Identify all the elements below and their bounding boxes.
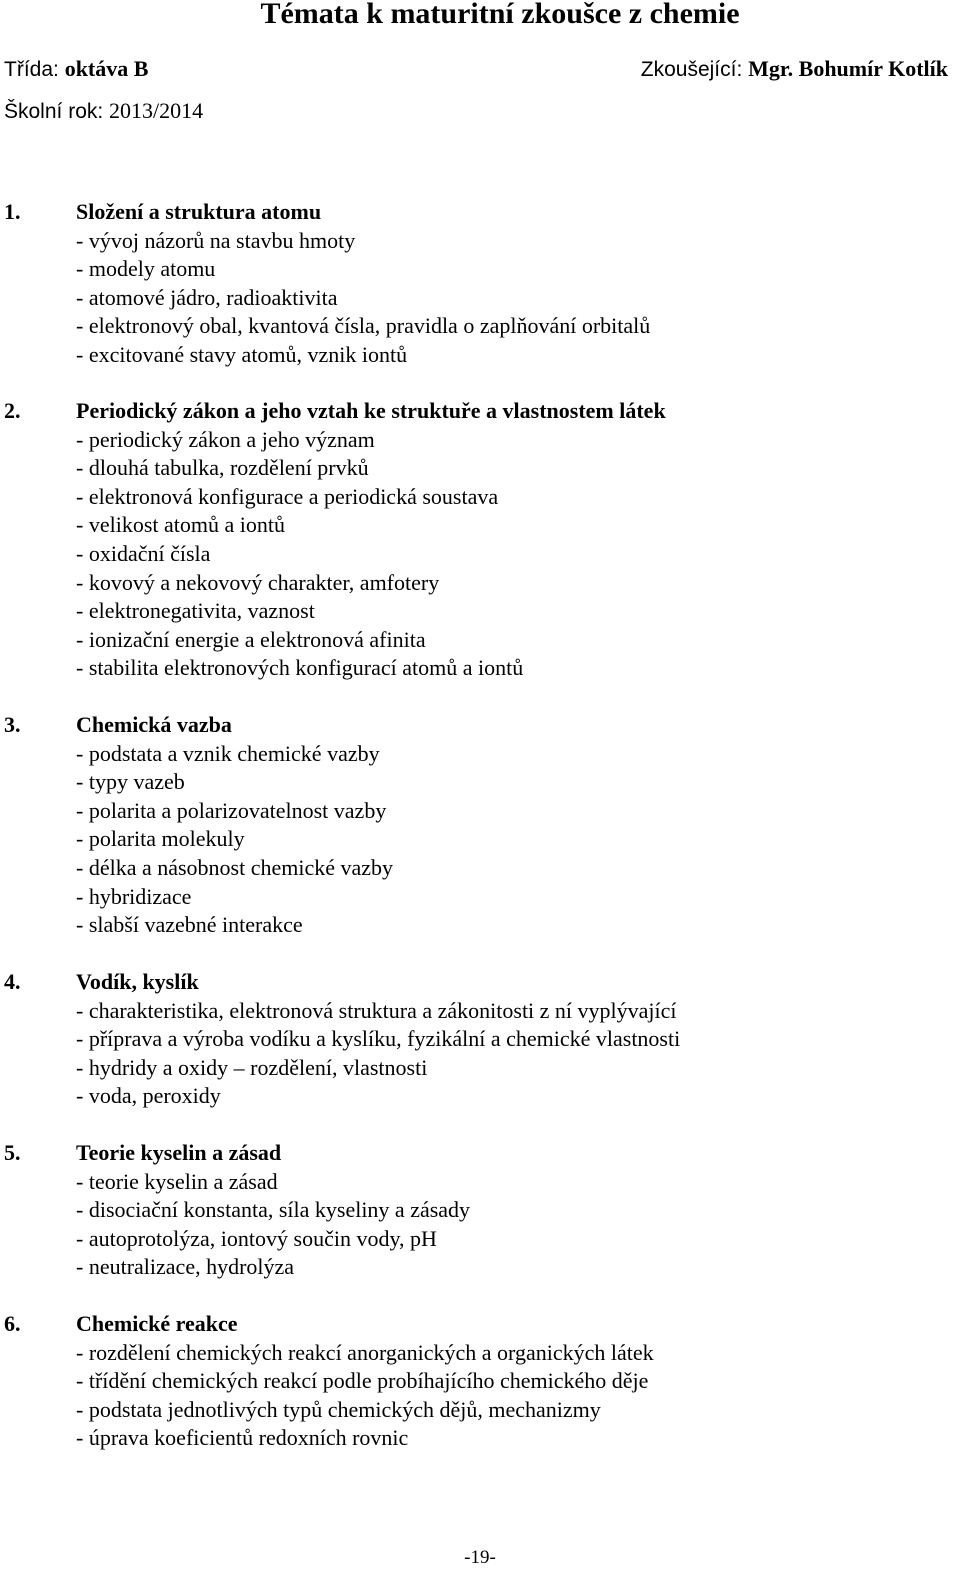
examiner-value: Mgr. Bohumír Kotlík	[748, 56, 948, 81]
topic-item: - stabilita elektronových konfigurací atomů a iontů	[76, 655, 524, 681]
topic-item: - rozdělení chemických reakcí anorganických a organických látek	[76, 1339, 654, 1365]
school-year-value: 2013/2014	[109, 98, 204, 123]
topic-item: - elektronový obal, kvantová čísla, pravidla o zaplňování orbitalů	[76, 313, 651, 339]
topic-heading	[4, 711, 944, 740]
class-info	[4, 55, 148, 84]
topic-item: - podstata a vznik chemické vazby	[76, 740, 380, 766]
topic-title: Složení a struktura atomu	[76, 199, 322, 224]
topic-item-list	[4, 227, 944, 370]
topic-number: 4.	[4, 969, 21, 994]
topic-heading	[4, 968, 944, 997]
topic-title: Chemická vazba	[76, 712, 232, 737]
topic-item: - třídění chemických reakcí podle probíhajícího chemického děje	[76, 1368, 649, 1394]
topic-item: - modely atomu	[76, 256, 216, 282]
topic-item: - hydridy a oxidy – rozdělení, vlastnosti	[76, 1054, 428, 1080]
topic-item: - excitované stavy atomů, vznik iontů	[76, 341, 408, 367]
topic-number: 3.	[4, 712, 21, 737]
topic-heading	[4, 397, 944, 426]
topic-item-list	[4, 1339, 944, 1453]
page-number: -19-	[464, 1547, 496, 1568]
topic-item: - úprava koeficientů redoxních rovnic	[76, 1425, 409, 1451]
topic-item: - ionizační energie a elektronová afinita	[76, 626, 426, 652]
topic-item: - polarita a polarizovatelnost vazby	[76, 797, 387, 823]
topic-item: - charakteristika, elektronová struktura a zákonitosti z ní vyplývající	[76, 997, 677, 1023]
topic-title: Chemické reakce	[76, 1311, 238, 1336]
topic-item-list	[4, 997, 944, 1111]
topic-number: 6.	[4, 1311, 21, 1336]
topic-item: - vývoj názorů na stavbu hmoty	[76, 227, 356, 253]
topic-section-3	[4, 711, 944, 940]
topic-item: - příprava a výroba vodíku a kyslíku, fyzikální a chemické vlastnosti	[76, 1026, 681, 1052]
topic-item: - periodický zákon a jeho význam	[76, 426, 375, 452]
topic-section-5	[4, 1139, 944, 1282]
topic-item: - neutralizace, hydrolýza	[76, 1254, 295, 1280]
topic-item-list	[4, 426, 944, 683]
topic-heading	[4, 1310, 944, 1339]
topic-heading	[4, 1139, 944, 1168]
topic-section-4	[4, 968, 944, 1111]
topic-item: - elektronová konfigurace a periodická soustava	[76, 483, 499, 509]
topic-title: Teorie kyselin a zásad	[76, 1140, 282, 1165]
topic-number: 2.	[4, 398, 21, 423]
topic-item: - atomové jádro, radioaktivita	[76, 284, 338, 310]
topic-item: - podstata jednotlivých typů chemických dějů, mechanizmy	[76, 1396, 601, 1422]
topic-item: - teorie kyselin a zásad	[76, 1168, 278, 1194]
topic-item: - hybridizace	[76, 883, 192, 909]
topic-heading	[4, 198, 944, 227]
school-year-label: Školní rok:	[4, 100, 110, 123]
topic-number: 1.	[4, 199, 21, 224]
topic-number: 5.	[4, 1140, 21, 1165]
class-label: Třída:	[4, 58, 65, 81]
topic-item: - oxidační čísla	[76, 540, 211, 566]
topic-item: - elektronegativita, vaznost	[76, 598, 315, 624]
class-value: oktáva B	[64, 56, 149, 81]
topic-item: - typy vazeb	[76, 769, 185, 795]
topic-item-list	[4, 740, 944, 940]
document-title: Témata k maturitní zkoušce z chemie	[260, 0, 740, 30]
topic-section-6	[4, 1310, 944, 1453]
topic-item: - disociační konstanta, síla kyseliny a zásady	[76, 1197, 471, 1223]
topic-item: - voda, peroxidy	[76, 1083, 221, 1109]
topic-item: - kovový a nekovový charakter, amfotery	[76, 569, 440, 595]
topic-item: - polarita molekuly	[76, 826, 245, 852]
examiner-label: Zkoušející:	[640, 58, 749, 81]
topic-title: Vodík, kyslík	[76, 969, 199, 994]
topic-item-list	[4, 1168, 944, 1282]
examiner-info	[641, 55, 948, 84]
topic-title: Periodický zákon a jeho vztah ke struktuře a vlastnostem látek	[76, 398, 666, 423]
topic-item: - autoprotolýza, iontový součin vody, pH	[76, 1225, 437, 1251]
topic-section-1	[4, 198, 944, 370]
school-year-info	[4, 97, 203, 126]
topic-section-2	[4, 397, 944, 683]
topic-item: - dlouhá tabulka, rozdělení prvků	[76, 455, 369, 481]
topic-item: - slabší vazebné interakce	[76, 912, 303, 938]
topic-item: - velikost atomů a iontů	[76, 512, 285, 538]
topic-item: - délka a násobnost chemické vazby	[76, 854, 394, 880]
